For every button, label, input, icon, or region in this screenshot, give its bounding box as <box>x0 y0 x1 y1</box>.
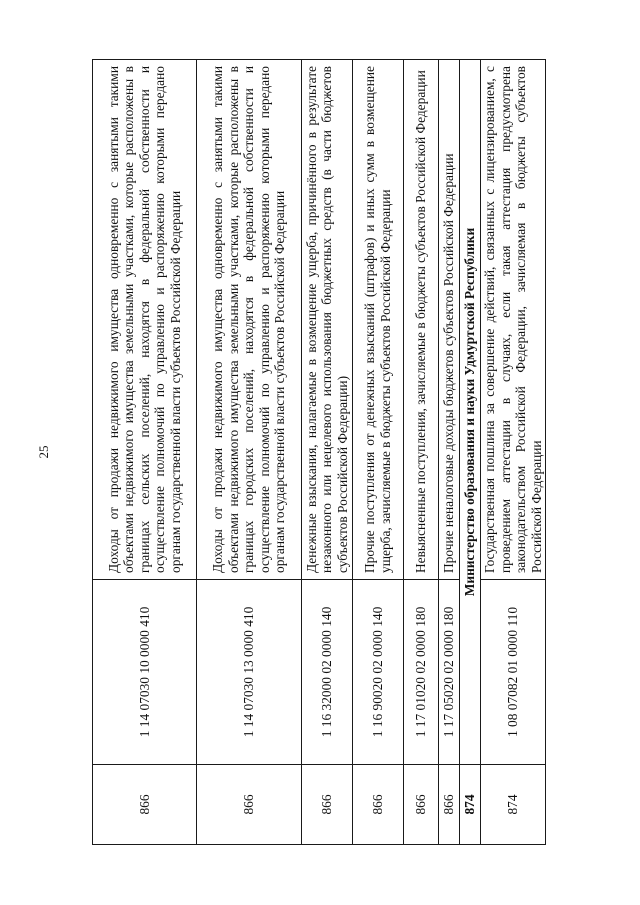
description-cell: Денежные взыскания, налагаемые в возмещение ущерба, причинённого в результате незаконного или нецелевого использования бюджетных средств (в части бюджетов субъектов Российской Федерации) <box>302 60 353 580</box>
admin-code-cell: 866 <box>302 765 353 845</box>
admin-code-cell: 866 <box>353 765 404 845</box>
ministry-code-cell: 874 <box>460 765 481 845</box>
budget-code-cell: 1 17 01020 02 0000 180 <box>404 580 439 765</box>
admin-code-cell: 866 <box>404 765 439 845</box>
rotated-table-container <box>92 60 548 845</box>
ministry-header-row <box>460 60 481 845</box>
admin-code-cell: 874 <box>481 765 546 845</box>
admin-code-cell: 866 <box>93 765 197 845</box>
table-row <box>302 60 353 845</box>
revenue-codes-table <box>92 59 546 845</box>
table-row <box>197 60 302 845</box>
admin-code-cell: 866 <box>439 765 460 845</box>
description-cell: Невыясненные поступления, зачисляемые в бюджеты субъектов Российской Федерации <box>404 60 439 580</box>
table-row <box>93 60 197 845</box>
description-cell: Прочие неналоговые доходы бюджетов субъектов Российской Федерации <box>439 60 460 580</box>
description-cell: Прочие поступления от денежных взысканий (штрафов) и иных сумм в возмещение ущерба, зачисляемые в бюджеты субъектов Российской Федерации <box>353 60 404 580</box>
budget-code-cell: 1 08 07082 01 0000 110 <box>481 580 546 765</box>
admin-code-cell: 866 <box>197 765 302 845</box>
table-row <box>481 60 546 845</box>
budget-code-cell: 1 16 32000 02 0000 140 <box>302 580 353 765</box>
table-row <box>439 60 460 845</box>
table-row <box>404 60 439 845</box>
description-cell: Доходы от продажи недвижимого имущества одновременно с занятыми такими объектами недвижимого имущества земельными участками, которые расположены в границах городских поселений, находятся в федеральной собственности и осуществление полномочий по управлению и распоряжению которыми передано органам государственной власти субъектов Российской Федерации <box>197 60 302 580</box>
description-cell: Государственная пошлина за совершение действий, связанных с лицензированием, с проведением аттестации в случаях, если такая аттестация предусмотрена законодательством Российской Федерации, зачисляемая в бюджеты субъектов Российской Федерации <box>481 60 546 580</box>
budget-code-cell: 1 14 07030 10 0000 410 <box>93 580 197 765</box>
page-number: 25 <box>36 445 51 459</box>
table-row <box>353 60 404 845</box>
budget-code-cell: 1 17 05020 02 0000 180 <box>439 580 460 765</box>
budget-code-cell: 1 14 07030 13 0000 410 <box>197 580 302 765</box>
description-cell: Доходы от продажи недвижимого имущества одновременно с занятыми такими объектами недвижимого имущества земельными участками, которые расположены в границах сельских поселений, находятся в федеральной собственности и осуществление полномочий по управлению и распоряжению которыми передано органам государственной власти субъектов Российской Федерации <box>93 60 197 580</box>
budget-code-cell: 1 16 90020 02 0000 140 <box>353 580 404 765</box>
ministry-name-cell: Министерство образования и науки Удмуртской Республики <box>460 60 481 765</box>
